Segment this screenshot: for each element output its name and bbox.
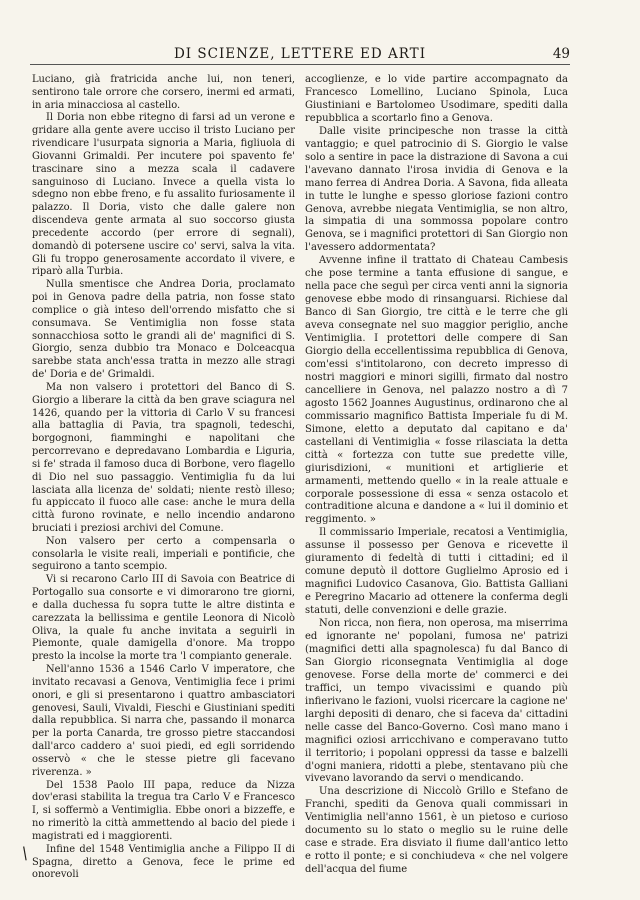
right-column [305, 74, 568, 877]
paragraph: Non ricca, non fiera, non operosa, ma miserrima ed ignorante ne' popolani, fumosa ne' patrizi (magnifici detti alla spagnolesca) fu dal Banco di San Giorgio riconsegnata Ventimiglia al doge genovese. Forse della morte de' commerci e dei traffici, un tempo vivacissimi e quando più infierivano le fazioni, vuolsi ricercare la cagione ne' larghi depositi di denaro, che si faceva da' cittadini nelle casse del Banco-Governo. Così mano mano i magnifici oziosi arricchivano e comperavano tutto il territorio; i popolani oppressi da tasse e balzelli d'ogni maniera, ridotti a plebe, stentavano più che vivevano lavorando da servi o mendicando. [305, 618, 568, 785]
page-number: 49 [552, 46, 570, 62]
left-column [32, 74, 295, 882]
paragraph: Del 1538 Paolo III papa, reduce da Nizza dov'erasi stabilita la tregua tra Carlo V e Francesco I, si soffermò a Ventimiglia. Ebbe onori a bizzeffe, e no rimeritò la città ammettendo al bacio del piede i magistrati ed i maggiorenti. [32, 779, 295, 842]
paragraph: Il Doria non ebbe ritegno di farsi ad un verone e gridare alla gente avere ucciso il tristo Luciano per rivendicare l'usurpata signoria a Maria, figliuola di Giovanni Grimaldi. Per incutere poi spavento fe' trascinare sino a mezza scala il cadavere sanguinoso di Luciano. Invece a quella vista lo sdegno non ebbe freno, e fu assalito furiosamente il palazzo. Il Doria, visto che dalle galere non discendeva gente armata al suo soccorso giusta precedente accordo (per errore di segnali), domandò di potersene uscire co' servi, salva la vita. Gli fu troppo generosamente accordato il vivere, e riparò alla Turbia. [32, 112, 295, 278]
paragraph: Infine del 1548 Ventimiglia anche a Filippo II di Spagna, diretto a Genova, fece le prime ed onorevoli [32, 843, 295, 881]
paragraph: Il commissario Imperiale, recatosi a Ventimiglia, assunse il possesso per Genova e ricevette il giuramento di fedeltà di tutti i cittadini; ed il comune deputò il dottore Guglielmo Aprosio ed i magnifici Ludovico Casanova, Gio. Battista Galliani e Peregrino Macario ad ottenere la conferma degli statuti, delle convenzioni e delle grazie. [305, 527, 568, 617]
paragraph: Nell'anno 1536 a 1546 Carlo V imperatore, che invitato recavasi a Genova, Ventimiglia fece i primi onori, e gli si presentarono i quattro ambasciatori genovesi, Sauli, Vivaldi, Fieschi e Giustiniani spediti dalla repubblica. Si narra che, passando il monarca per la porta Canarda, tre grosso pietre staccandosi dall'arco caddero a' suoi piedi, ed egli sorridendo osservò « che le stesse pietre gli facevano riverenza. » [32, 664, 295, 778]
paragraph: Vi si recarono Carlo III di Savoia con Beatrice di Portogallo sua consorte e vi dimorarono tre giorni, e dalla duchessa fu sopra tutte le altre distinta e carezzata la bellissima e gentile Leonora di Nicolò Oliva, la quale fu anche invitata a seguirli in Piemonte, quale damigella d'onore. Ma troppo presto la incolse la morte tra 'l compianto generale. [32, 574, 295, 663]
header-title: DI SCIENZE, LETTERE ED ARTI [173, 46, 427, 62]
ink-mark: ❘ [17, 844, 33, 862]
paragraph: Ma non valsero i protettori del Banco di S. Giorgio a liberare la città da ben grave sciagura nel 1426, quando per la vittoria di Carlo V su francesi alla battaglia di Pavia, tra spagnoli, tedeschi, borgognoni, fiamminghi e napolitani che percorrevano e depredavano Lombardia e Liguria, si fe' strada il famoso duca di Borbone, vero flagello di Dio nel suo passaggio. Ventimiglia fu da lui lasciata alla licenza de' soldati; niente restò illeso; fu appiccato il fuoco alle case: anche le mura della città furono rovinate, e nello incendio andarono bruciati i preziosi archivi del Comune. [32, 381, 295, 534]
paragraph: Nulla smentisce che Andrea Doria, proclamato poi in Genova padre della patria, non fosse stato complice o già inteso dell'orrendo misfatto che si consumava. Se Ventimiglia non fosse stata sonnacchiosa sotto le grandi ali de' magnifici di S. Giorgio, senza dubbio tra Monaco e Dolceacqua sarebbe stata anch'essa tratta in mezzo alle stragi de' Doria e de' Grimaldi. [32, 279, 295, 381]
running-header [30, 44, 570, 65]
paragraph: accoglienze, e lo vide partire accompagnato da Francesco Lomellino, Luciano Spinola, Luca Giustiniani e Bartolomeo Usodimare, spediti dalla repubblica a scortarlo fino a Genova. [305, 74, 568, 124]
paragraph: Luciano, già fratricida anche lui, non teneri, sentirono tale orrore che corsero, inermi ed armati, in aria minacciosa al castello. [32, 74, 295, 111]
paragraph: Non valsero per certo a compensarla o consolarla le visite reali, imperiali e pontificie, che seguirono a tanto scempio. [32, 535, 295, 573]
paragraph: Dalle visite principesche non trasse la città vantaggio; e quel patrocinio di S. Giorgio le valse solo a sentire in pace la distrazione di Savona a cui l'avevano dannato l'irosa invidia di Genova e la mano ferrea di Andrea Doria. A Savona, fida alleata in tutte le lunghe e spesso gloriose fazioni contro Genova, avrebbe niegata Ventimiglia, se non altro, la simpatia di una sommossa popolare contro Genova, se i magnifici protettori di San Giorgio non l'avessero addormentata? [305, 125, 568, 254]
paragraph: Una descrizione di Niccolò Grillo e Stefano de Franchi, spediti da Genova quali commissari in Ventimiglia nell'anno 1561, è un pietoso e curioso documento su lo stato o meglio su le ruine delle case e strade. Era disviato il fiume dall'antico letto e rotto il ponte; e si conchiudeva « che nel volgere dell'acqua del fiume [305, 786, 568, 876]
paragraph: Avvenne infine il trattato di Chateau Cambesis che pose termine a tanta effusione di sangue, e nella pace che seguì per circa venti anni la signoria genovese ebbe modo di rinsanguarsi. Richiese dal Banco di San Giorgio, tre città e le terre che gli aveva consegnate nel suo maggior periglio, anche Ventimiglia. I protettori delle compere di San Giorgio della eccellentissima repubblica di Genova, com'essi s'intitolarono, con decreto impresso di nostri maggiori e minori sigilli, firmato dal nostro cancelliere in Genova, nel palazzo nostro a dì 7 agosto 1562 Joannes Augustinus, ordinarono che al commissario magnifico Battista Imperiale fu di M. Simone, eletto a deputato dal capitano e da' castellani di Ventimiglia « fosse rilasciata la detta città « fortezza con tutte sue predette ville, giurisdizioni, « munitioni et artiglierie et armamenti, mettendo quello « in la reale attuale e corporale possessione di essa « senza ostacolo et contraditione alcuna e dandone a « lui il dominio et reggimento. » [305, 255, 568, 526]
